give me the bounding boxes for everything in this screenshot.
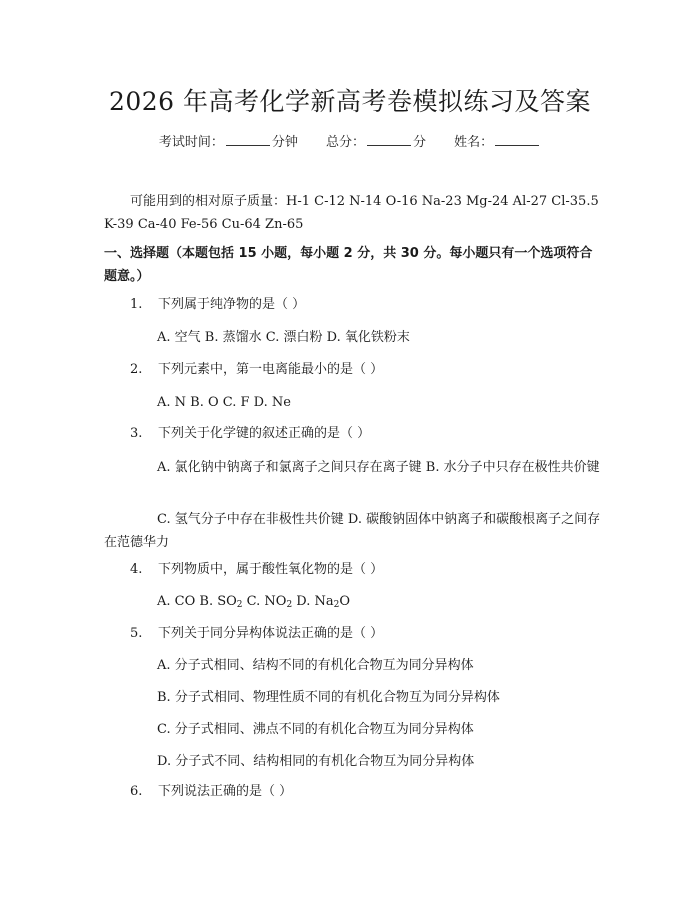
question-3 <box>130 424 370 444</box>
option-text: O <box>339 594 351 609</box>
time-blank <box>226 144 270 146</box>
section-heading: 一、选择题（本题包括 15 小题，每小题 2 分，共 30 分。每小题只有一个选项符合题意。） <box>104 246 593 284</box>
question-3-options-cd: C. 氢气分子中存在非极性共价键 D. 碳酸钠固体中钠离子和碳酸根离子之间存在范德华力 <box>104 512 601 550</box>
question-stem: 下列说法正确的是（ ） <box>158 784 293 799</box>
question-stem: 下列元素中，第一电离能最小的是（ ） <box>158 362 384 377</box>
atomic-masses <box>104 190 604 236</box>
name-blank <box>495 144 539 146</box>
page-title: 2026 年高考化学新高考卷模拟练习及答案 <box>108 87 592 116</box>
option-text: C. NO <box>242 594 287 609</box>
option-text: A. CO B. SO <box>157 594 237 609</box>
question-number: 3. <box>130 426 143 441</box>
question-stem: 下列关于同分异构体说法正确的是（ ） <box>158 626 384 641</box>
time-unit: 分钟 <box>271 135 298 150</box>
subscript: 2 <box>333 600 340 610</box>
question-3-options-ab: A. 氯化钠中钠离子和氯离子之间只存在离子键 B. 水分子中只存在极性共价键 <box>157 460 600 475</box>
question-number: 4. <box>130 562 143 577</box>
question-2 <box>130 360 383 380</box>
score-field <box>326 131 426 150</box>
question-4 <box>130 560 383 580</box>
question-number: 2. <box>130 362 143 377</box>
question-5 <box>130 624 383 644</box>
question-number: 5. <box>130 626 143 641</box>
question-5-option-a: A. 分子式相同、结构不同的有机化合物互为同分异构体 <box>157 658 474 673</box>
question-number: 6. <box>130 784 143 799</box>
subscript: 2 <box>286 600 293 610</box>
question-4-options <box>104 590 604 617</box>
time-label: 考试时间： <box>158 135 224 150</box>
time-field <box>159 131 298 150</box>
question-stem: 下列关于化学键的叙述正确的是（ ） <box>158 426 371 441</box>
question-stem: 下列属于纯净物的是（ ） <box>158 297 306 312</box>
subscript: 2 <box>236 600 243 610</box>
question-5-option-c: C. 分子式相同、沸点不同的有机化合物互为同分异构体 <box>157 722 474 737</box>
score-unit: 分 <box>413 135 427 150</box>
score-blank <box>367 144 411 146</box>
exam-meta <box>0 131 700 150</box>
name-field <box>454 131 541 150</box>
atomic-masses-text: 可能用到的相对原子质量：H-1 C-12 N-14 O-16 Na-23 Mg-24 Al-27 Cl-35.5 K-39 Ca-40 Fe-56 Cu-64 Zn-65 <box>104 194 599 232</box>
question-1-options: A. 空气 B. 蒸馏水 C. 漂白粉 D. 氧化铁粉末 <box>157 330 410 345</box>
score-label: 总分： <box>325 135 365 150</box>
question-5-option-b: B. 分子式相同、物理性质不同的有机化合物互为同分异构体 <box>157 690 500 705</box>
option-text: D. Na <box>292 594 334 609</box>
question-2-options: A. N B. O C. F D. Ne <box>157 395 291 410</box>
question-stem: 下列物质中，属于酸性氧化物的是（ ） <box>158 562 384 577</box>
question-6 <box>130 782 292 802</box>
question-number: 1. <box>130 297 143 312</box>
name-label: 姓名： <box>454 135 494 150</box>
question-5-option-d: D. 分子式不同、结构相同的有机化合物互为同分异构体 <box>157 754 475 769</box>
question-1 <box>130 295 305 315</box>
